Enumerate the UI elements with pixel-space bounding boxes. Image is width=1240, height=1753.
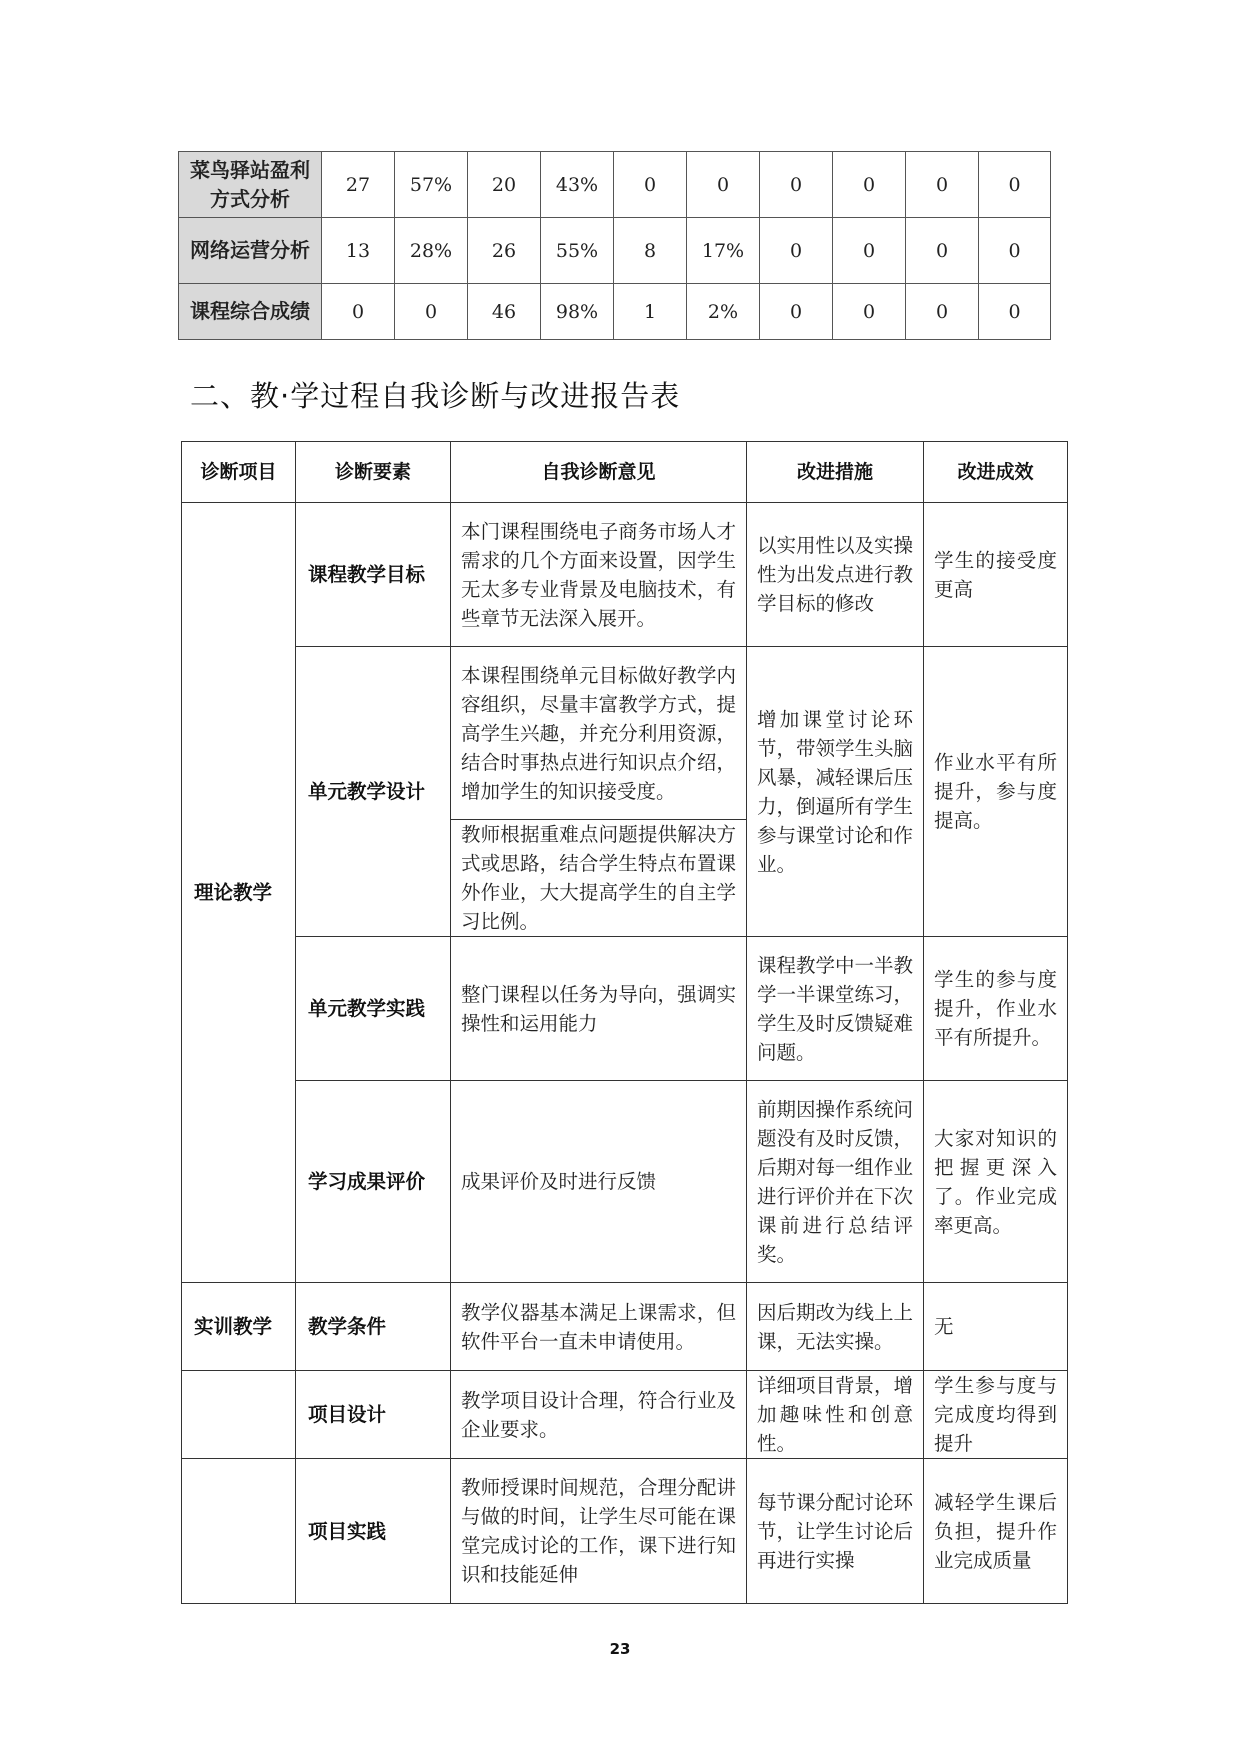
table-row: [182, 937, 1068, 1081]
table-row: [182, 503, 1068, 647]
element-cell: 学习成果评价: [296, 1081, 451, 1283]
table-row: [179, 284, 1051, 340]
table-row: [182, 647, 1068, 820]
element-cell: 课程教学目标: [296, 503, 451, 647]
table-cell: 28%: [395, 218, 468, 284]
table-cell: 0: [322, 284, 395, 340]
table-row: [182, 1283, 1068, 1371]
measure-cell: 详细项目背景，增加趣味性和创意性。: [747, 1371, 924, 1459]
table-header-row: [182, 442, 1068, 503]
table-cell: 26: [468, 218, 541, 284]
table-cell: 43%: [541, 152, 614, 218]
opinion-cell: 本课程围绕单元目标做好教学内容组织，尽量丰富教学方式，提高学生兴趣，并充分利用资源，结合时事热点进行知识点介绍，增加学生的知识接受度。: [451, 647, 747, 820]
effect-cell: 减轻学生课后负担，提升作业完成质量: [924, 1459, 1068, 1604]
page-number: 23: [609, 1640, 631, 1658]
table-cell: 55%: [541, 218, 614, 284]
measure-cell: 因后期改为线上上课，无法实操。: [747, 1283, 924, 1371]
table-cell: 2%: [687, 284, 760, 340]
table-cell: 0: [833, 152, 906, 218]
table-cell: 0: [906, 218, 979, 284]
measure-cell: 增加课堂讨论环节，带领学生头脑风暴，减轻课后压力，倒逼所有学生参与课堂讨论和作业。: [747, 647, 924, 937]
opinion-cell: 教学项目设计合理，符合行业及企业要求。: [451, 1371, 747, 1459]
table-cell: 57%: [395, 152, 468, 218]
effect-cell: 学生参与度与完成度均得到提升: [924, 1371, 1068, 1459]
opinion-cell: 整门课程以任务为导向，强调实操性和运用能力: [451, 937, 747, 1081]
table-row: [182, 1081, 1068, 1283]
row-label: 课程综合成绩: [179, 284, 322, 340]
self-diagnosis-report-table: [181, 441, 1068, 1604]
table-cell: 8: [614, 218, 687, 284]
table-cell: 0: [833, 218, 906, 284]
category-cell: 实训教学: [182, 1283, 296, 1371]
measure-cell: 课程教学中一半教学一半课堂练习，学生及时反馈疑难问题。: [747, 937, 924, 1081]
table-cell: 46: [468, 284, 541, 340]
category-cell: 理论教学: [182, 503, 296, 1283]
table-row: [179, 152, 1051, 218]
table-cell: 20: [468, 152, 541, 218]
element-cell: 教学条件: [296, 1283, 451, 1371]
opinion-cell: 教学仪器基本满足上课需求，但软件平台一直未申请使用。: [451, 1283, 747, 1371]
column-header: 自我诊断意见: [451, 442, 747, 503]
grade-distribution-table: [178, 151, 1051, 340]
opinion-cell-secondary: 教师根据重难点问题提供解决方式或思路，结合学生特点布置课外作业，大大提高学生的自主学习比例。: [451, 820, 747, 937]
table-cell: 0: [760, 284, 833, 340]
table-cell: 0: [395, 284, 468, 340]
element-cell: 项目实践: [296, 1459, 451, 1604]
column-header: 改进成效: [924, 442, 1068, 503]
table-row: [179, 218, 1051, 284]
column-header: 改进措施: [747, 442, 924, 503]
table-cell: 17%: [687, 218, 760, 284]
category-cell-empty: [182, 1459, 296, 1604]
table-row: [182, 1371, 1068, 1459]
effect-cell: 无: [924, 1283, 1068, 1371]
measure-cell: 每节课分配讨论环节，让学生讨论后再进行实操: [747, 1459, 924, 1604]
element-cell: 单元教学实践: [296, 937, 451, 1081]
table-cell: 13: [322, 218, 395, 284]
effect-cell: 学生的接受度更高: [924, 503, 1068, 647]
table-cell: 27: [322, 152, 395, 218]
effect-cell: 作业水平有所提升，参与度提高。: [924, 647, 1068, 937]
table-cell: 0: [687, 152, 760, 218]
effect-cell: 学生的参与度提升，作业水平有所提升。: [924, 937, 1068, 1081]
row-label: 网络运营分析: [179, 218, 322, 284]
row-label: 菜鸟驿站盈利方式分析: [179, 152, 322, 218]
category-cell-empty: [182, 1371, 296, 1459]
measure-cell: 以实用性以及实操性为出发点进行教学目标的修改: [747, 503, 924, 647]
table-cell: 0: [833, 284, 906, 340]
table-cell: 0: [906, 152, 979, 218]
element-cell: 项目设计: [296, 1371, 451, 1459]
table-cell: 0: [760, 152, 833, 218]
column-header: 诊断项目: [182, 442, 296, 503]
table-cell: 0: [979, 284, 1051, 340]
table-cell: 98%: [541, 284, 614, 340]
element-cell: 单元教学设计: [296, 647, 451, 937]
effect-cell: 大家对知识的把握更深入了。作业完成率更高。: [924, 1081, 1068, 1283]
column-header: 诊断要素: [296, 442, 451, 503]
table-row: [182, 1459, 1068, 1604]
table-cell: 0: [979, 152, 1051, 218]
opinion-cell: 本门课程围绕电子商务市场人才需求的几个方面来设置，因学生无太多专业背景及电脑技术，有些章节无法深入展开。: [451, 503, 747, 647]
opinion-cell: 教师授课时间规范，合理分配讲与做的时间，让学生尽可能在课堂完成讨论的工作，课下进行知识和技能延伸: [451, 1459, 747, 1604]
table-cell: 1: [614, 284, 687, 340]
measure-cell: 前期因操作系统问题没有及时反馈，后期对每一组作业进行评价并在下次课前进行总结评奖。: [747, 1081, 924, 1283]
section-title: 二、教·学过程自我诊断与改进报告表: [190, 379, 681, 413]
table-cell: 0: [760, 218, 833, 284]
opinion-cell: 成果评价及时进行反馈: [451, 1081, 747, 1283]
table-cell: 0: [979, 218, 1051, 284]
table-cell: 0: [614, 152, 687, 218]
table-cell: 0: [906, 284, 979, 340]
